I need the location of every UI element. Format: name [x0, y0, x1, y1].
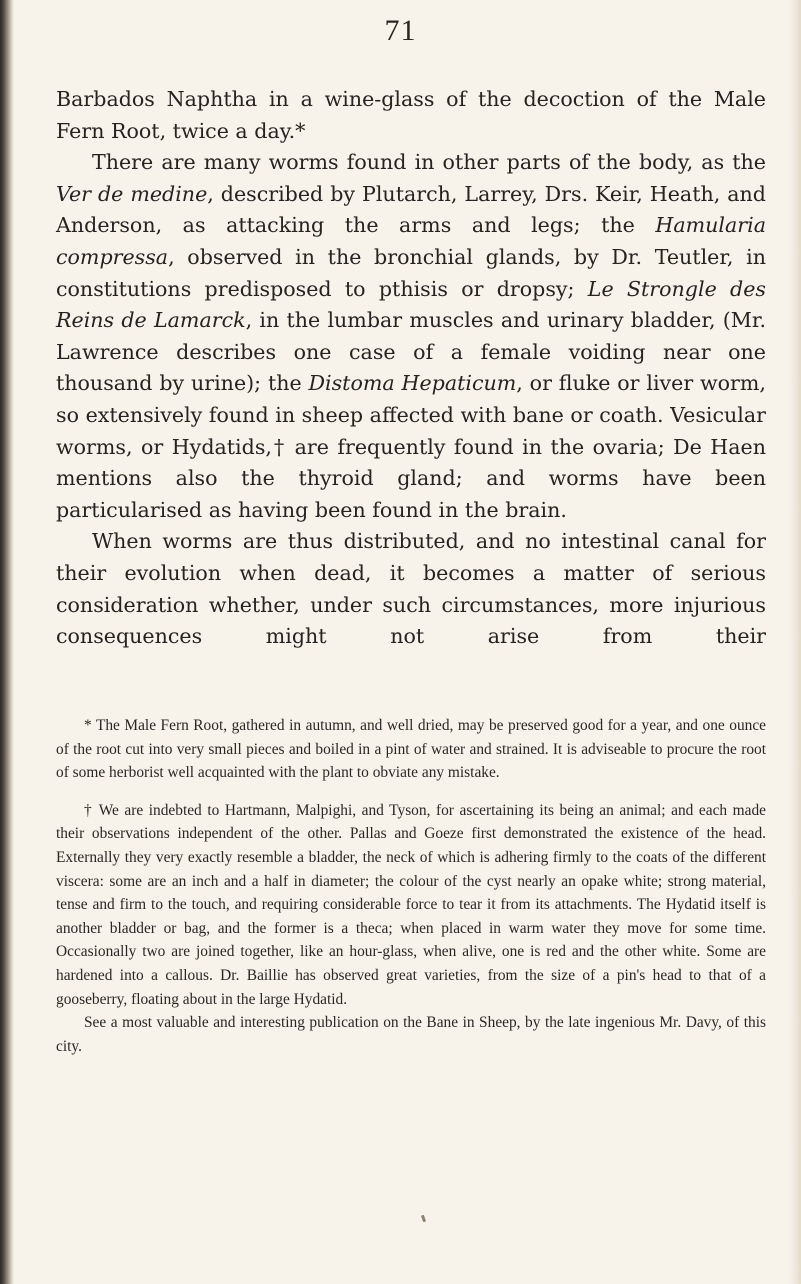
main-text — [56, 84, 766, 653]
text-run: There are many worms found in other parts of the body, as the — [92, 150, 766, 175]
footnote — [56, 799, 766, 1011]
text-run: When worms are thus distributed, and no intestinal canal for their evolution when dead, it becomes a matter of serious consideration whether, under such circumstances, more injurious consequences might not arise from their — [56, 529, 766, 649]
italic-term: Hamularia compressa — [56, 213, 766, 269]
footnote-text: See a most valuable and interesting publication on the Bane in Sheep, by the late ingenious Mr. Davy, of this city. — [56, 1014, 766, 1055]
binding-shadow — [0, 0, 14, 1284]
footnote-text: † We are indebted to Hartmann, Malpighi, and Tyson, for ascertaining its being an animal; and each made their observations independent of the other. Pallas and Goeze first demonstrated the existence of the head. Externally they very exactly resemble a bladder, the neck of which is adhering firmly to the coats of the different viscera: some are an inch and a half in diameter; the colour of the cyst nearly an opake white; strong material, tense and firm to the touch, and requiring considerable force to tear it from its attachments. The Hydatid itself is another bladder or bag, and the former is a theca; when placed in warm water they move for some time. Occasionally two are joined together, like an hour-glass, when alive, one is red and the other white. Some are hardened into a callous. Dr. Baillie has observed great varieties, from the size of a pin's head to that of a gooseberry, floating about in the large Hydatid. — [56, 801, 766, 1008]
footnotes — [56, 714, 766, 1058]
text-run: , observed in the bronchial glands, by Dr. Teutler, in constitutions predisposed to pthisis or dropsy; — [56, 244, 766, 301]
italic-term: Distoma Hepaticum — [308, 371, 517, 396]
text-run: , in the lumbar muscles and urinary bladder, (Mr. Lawrence describes one case of a female voiding near one thousand by urine); the — [56, 308, 766, 396]
footnote-text: * The Male Fern Root, gathered in autumn, and well dried, may be preserved good for a year, and one ounce of the root cut into very small pieces and boiled in a pint of water and strained. It is adviseable to procure the root of some herborist well acquainted with the plant to obviate any mistake. — [56, 717, 766, 782]
page-number: 71 — [384, 14, 417, 47]
text-run: Barbados Naphtha in a wine-glass of the decoction of the Male Fern Root, twice a day.* — [56, 87, 766, 143]
page-edge — [789, 0, 801, 1284]
text-run: , described by Plutarch, Larrey, Drs. Keir, Heath, and Anderson, as attacking the arms and legs; the — [56, 181, 766, 238]
text-run: , or fluke or liver worm, so extensively found in sheep affected with bane or coath. Vesicular worms, or Hydatids,† are frequently found in the ovaria; De Haen mentions also the thyroid gland; and worms have been particularised as having been found in the brain. — [56, 371, 766, 522]
footnote — [56, 714, 766, 785]
italic-term: Ver de medine — [56, 181, 208, 206]
body-paragraph — [56, 526, 766, 652]
print-speck — [421, 1215, 426, 1223]
footnote — [56, 1011, 766, 1058]
body-paragraph — [56, 147, 766, 526]
body-paragraph — [56, 84, 766, 147]
italic-term: Le Strongle des Reins de Lamarck — [56, 276, 766, 333]
